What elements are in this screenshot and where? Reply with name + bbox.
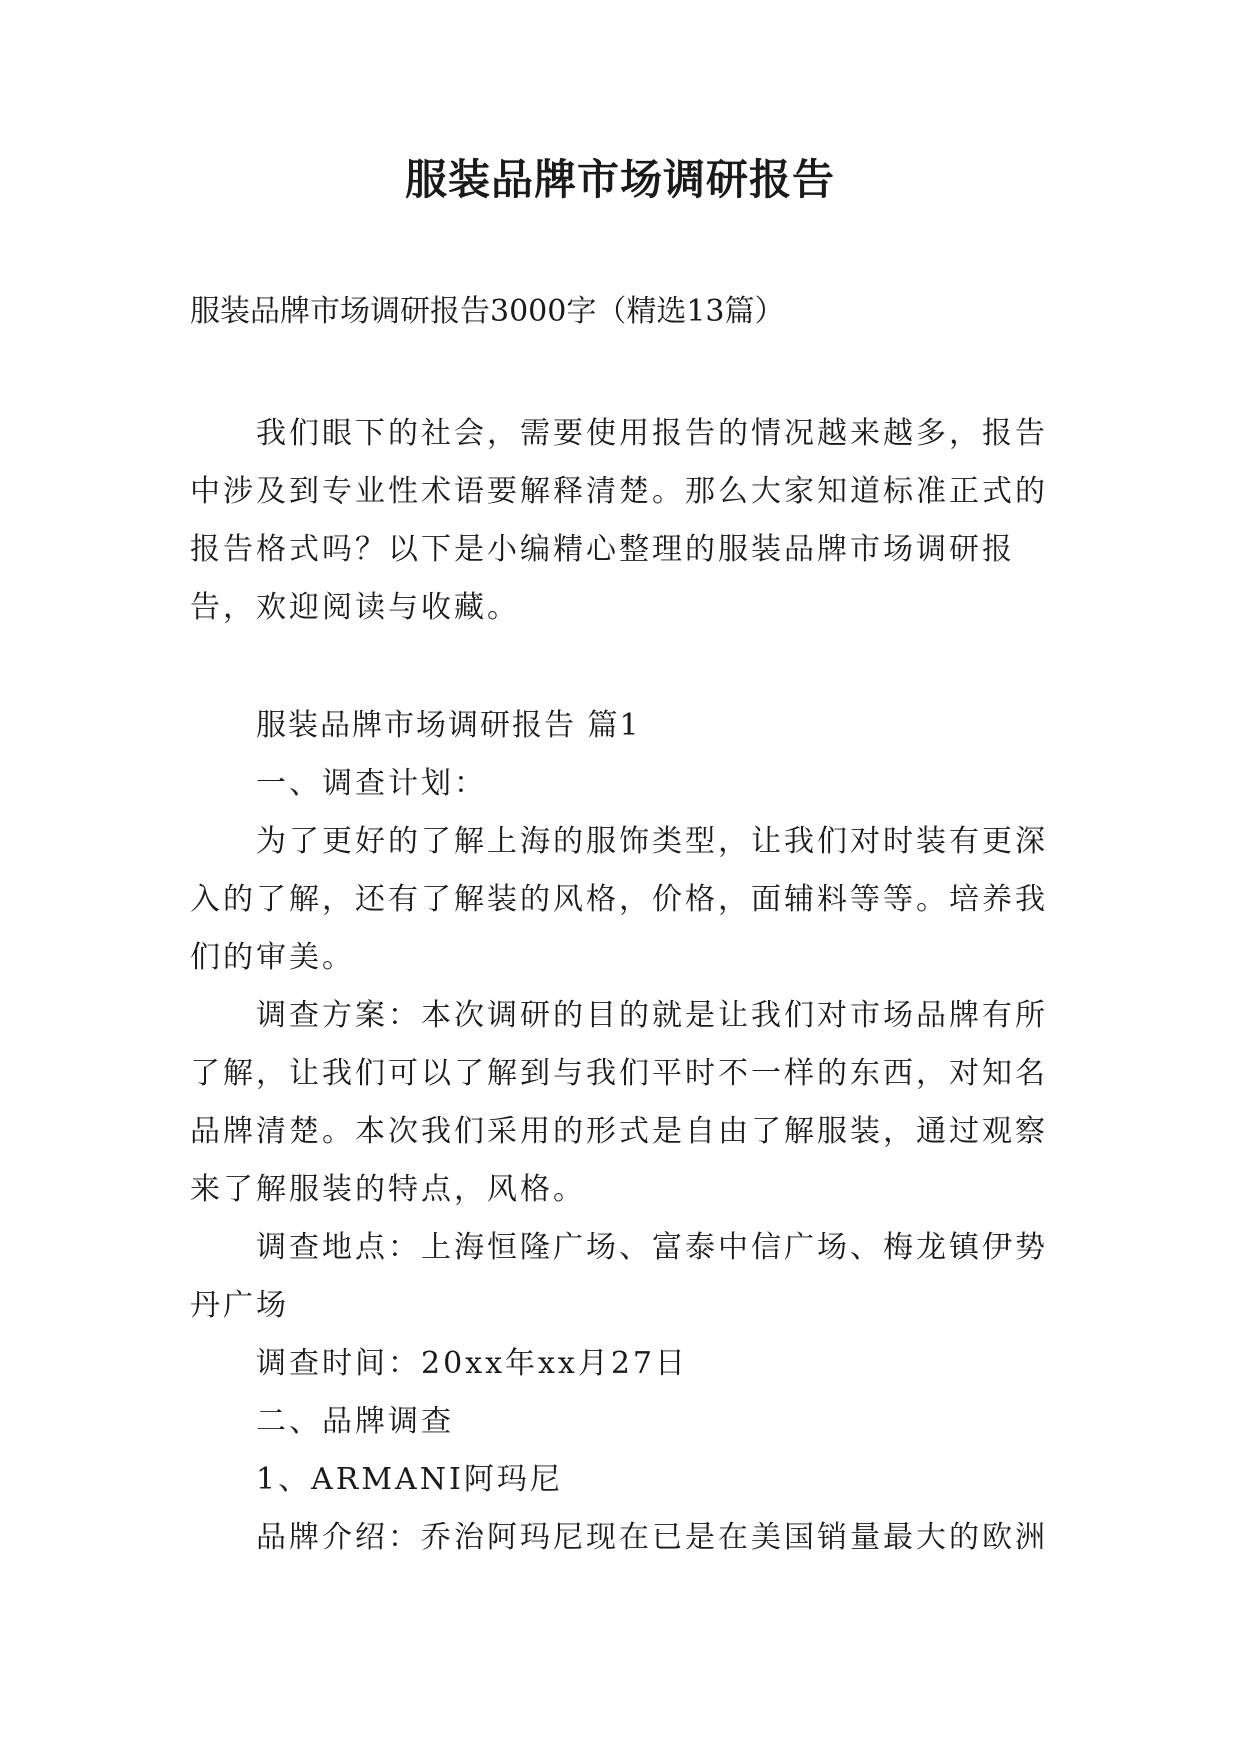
- paragraph-survey-plan: 一、调查计划：: [256, 766, 487, 801]
- document-body: [190, 405, 1050, 1567]
- paragraph-survey-time: 调查时间：20xx年xx月27日: [256, 1346, 689, 1381]
- paragraph-survey-location: 调查地点：上海恒隆广场、富泰中信广场、梅龙镇伊势丹广场: [190, 1230, 1048, 1323]
- paragraph-brand-intro: 品牌介绍：乔治阿玛尼现在已是在美国销量最大的欧洲: [256, 1520, 1048, 1555]
- paragraph-brand-armani: 1、ARMANI阿玛尼: [256, 1462, 563, 1497]
- section-heading: 服装品牌市场调研报告 篇1: [256, 708, 641, 743]
- document-subtitle: 服装品牌市场调研报告3000字（精选13篇）: [190, 294, 785, 329]
- paragraph-brand-survey: 二、品牌调查: [256, 1404, 454, 1439]
- paragraph-survey-scheme: 调查方案：本次调研的目的就是让我们对市场品牌有所了解，让我们可以了解到与我们平时不一样的东西，对知名品牌清楚。本次我们采用的形式是自由了解服装，通过观察来了解服装的特点，风格。: [190, 998, 1048, 1207]
- intro-paragraph: 我们眼下的社会，需要使用报告的情况越来越多，报告中涉及到专业性术语要解释清楚。那么大家知道标准正式的报告格式吗？以下是小编精心整理的服装品牌市场调研报告，欢迎阅读与收藏。: [190, 416, 1048, 625]
- document-title: 服装品牌市场调研报告: [404, 155, 835, 204]
- paragraph-purpose: 为了更好的了解上海的服饰类型，让我们对时装有更深入的了解，还有了解装的风格，价格，面辅料等等。培养我们的审美。: [190, 824, 1048, 975]
- section-1: [190, 697, 1050, 1567]
